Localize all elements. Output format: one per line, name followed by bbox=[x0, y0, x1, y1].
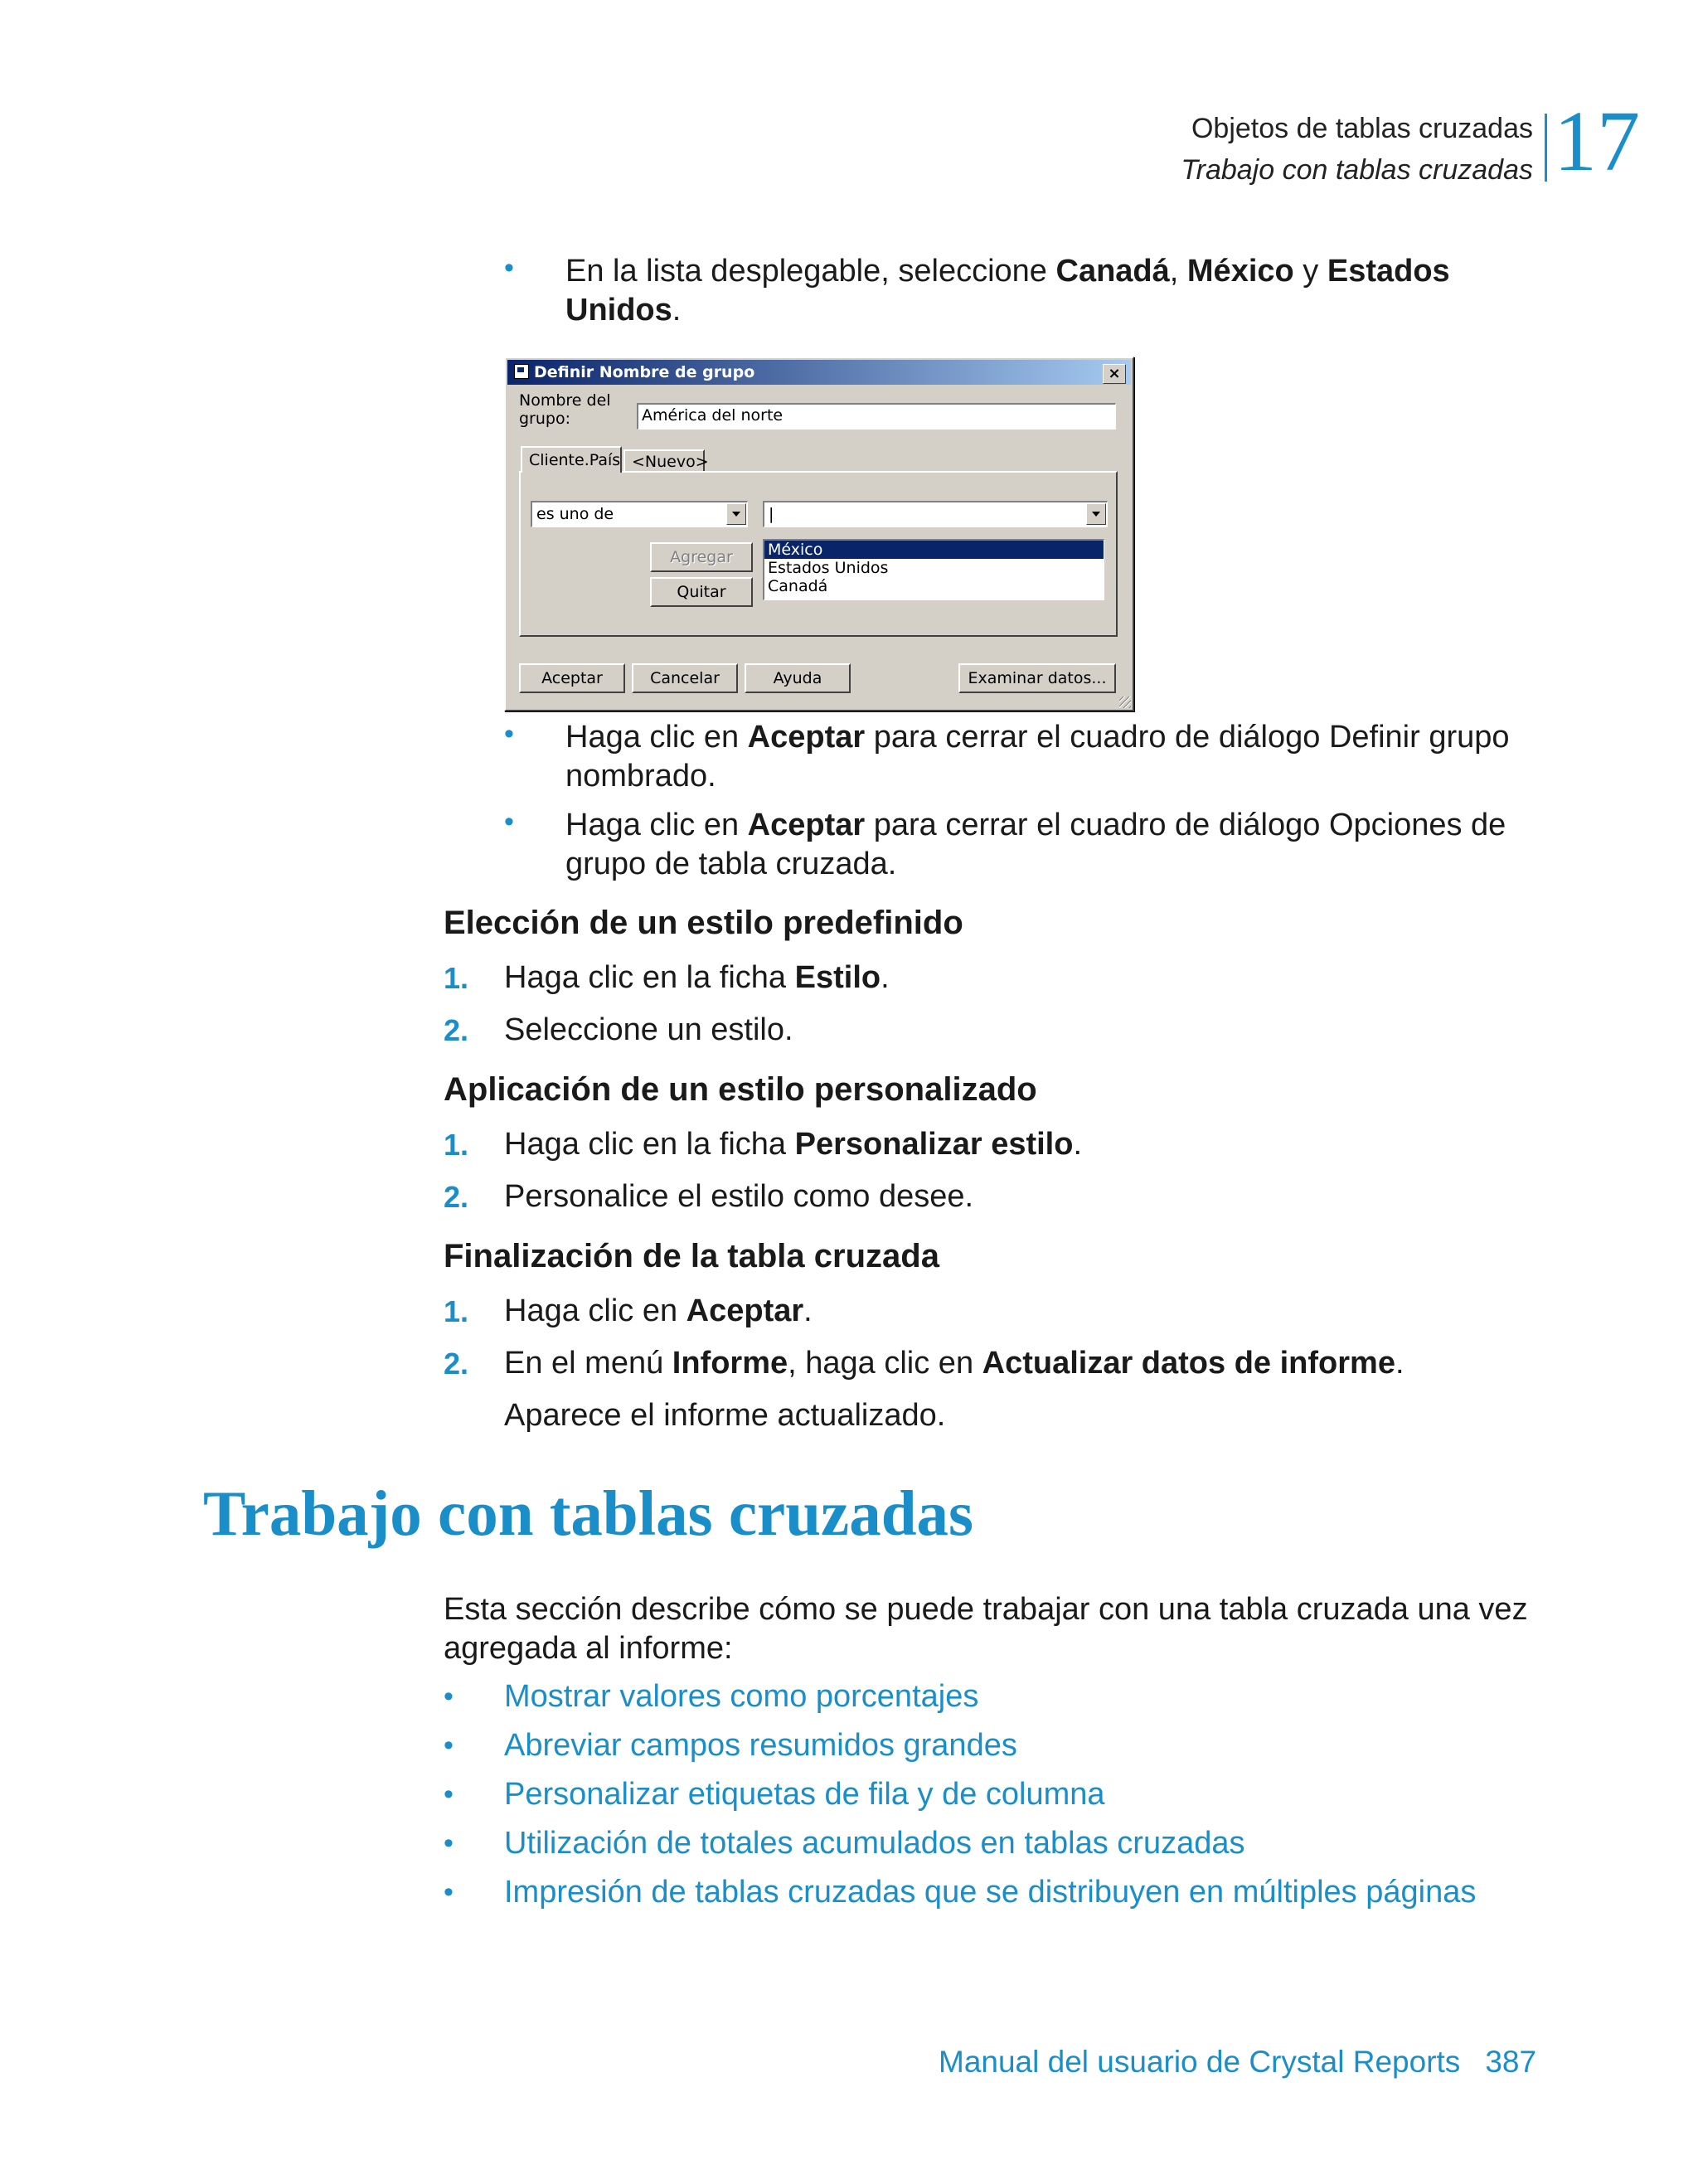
chevron-down-icon[interactable] bbox=[1086, 503, 1106, 525]
page-title: Trabajo con tablas cruzadas bbox=[203, 1478, 974, 1549]
bullet-icon: • bbox=[504, 252, 514, 284]
page-number: 387 bbox=[1485, 2045, 1537, 2079]
group-name-label: Nombre del grupo: bbox=[519, 391, 611, 428]
tab-cliente-pais[interactable]: Cliente.País bbox=[521, 446, 622, 473]
add-button[interactable]: Agregar bbox=[650, 542, 753, 572]
running-header bbox=[1181, 108, 1533, 191]
bullet-icon: • bbox=[504, 806, 514, 837]
bullet-icon: • bbox=[504, 718, 514, 750]
section-heading: Finalización de la tabla cruzada bbox=[444, 1238, 939, 1274]
link-abbreviate-fields[interactable]: Abreviar campos resumidos grandes bbox=[504, 1728, 1017, 1763]
section-heading: Elección de un estilo predefinido bbox=[444, 905, 963, 941]
remove-button[interactable]: Quitar bbox=[650, 577, 753, 607]
value-select[interactable]: | bbox=[763, 501, 1108, 527]
ok-button[interactable]: Aceptar bbox=[519, 663, 625, 693]
step-result: Aparece el informe actualizado. bbox=[504, 1398, 946, 1433]
chevron-down-icon[interactable] bbox=[726, 503, 746, 525]
group-name-input[interactable]: América del norte bbox=[637, 403, 1116, 430]
step-text: Haga clic en la ficha Personalizar estilo. bbox=[504, 1127, 1083, 1162]
step-number: 2. bbox=[444, 1180, 469, 1214]
link-printing-multipage[interactable]: Impresión de tablas cruzadas que se distribuyen en múltiples páginas bbox=[504, 1875, 1477, 1910]
help-button[interactable]: Ayuda bbox=[745, 663, 851, 693]
section-heading: Aplicación de un estilo personalizado bbox=[444, 1071, 1037, 1108]
intro-paragraph: Esta sección describe cómo se puede trabajar con una tabla cruzada una vez agregada al informe: bbox=[444, 1592, 1528, 1666]
bullet-icon: • bbox=[444, 1779, 454, 1810]
chapter-divider bbox=[1545, 114, 1547, 182]
step-number: 1. bbox=[444, 1128, 469, 1162]
page-footer bbox=[939, 2041, 1536, 2083]
selected-values-list[interactable] bbox=[763, 539, 1104, 600]
bullet-icon: • bbox=[444, 1827, 454, 1859]
step-number: 1. bbox=[444, 1294, 469, 1328]
link-running-totals[interactable]: Utilización de totales acumulados en tablas cruzadas bbox=[504, 1826, 1245, 1861]
tab-nuevo[interactable]: <Nuevo> bbox=[623, 449, 705, 473]
section-title: Trabajo con tablas cruzadas bbox=[1181, 154, 1533, 186]
intro-bullet: En la lista desplegable, seleccione Canadá, México y Estados Unidos. bbox=[565, 254, 1450, 328]
step-number: 2. bbox=[444, 1347, 469, 1381]
list-item[interactable]: México bbox=[764, 541, 1104, 559]
step-text: En el menú Informe, haga clic en Actualizar datos de informe. bbox=[504, 1346, 1404, 1381]
dialog-title-bar bbox=[507, 360, 1131, 385]
resize-grip-icon[interactable] bbox=[1119, 696, 1131, 708]
list-item[interactable]: Canadá bbox=[768, 577, 828, 595]
list-item[interactable]: Estados Unidos bbox=[768, 559, 889, 577]
bullet-item: Haga clic en Aceptar para cerrar el cuadro de diálogo Opciones de grupo de tabla cruzada. bbox=[565, 808, 1506, 881]
app-icon bbox=[514, 364, 529, 379]
cancel-button[interactable]: Cancelar bbox=[632, 663, 738, 693]
bullet-icon: • bbox=[444, 1876, 454, 1908]
dialog-title: Definir Nombre de grupo bbox=[534, 363, 755, 381]
link-customize-labels[interactable]: Personalizar etiquetas de fila y de columna bbox=[504, 1777, 1105, 1812]
bullet-item: Haga clic en Aceptar para cerrar el cuadro de diálogo Definir grupo nombrado. bbox=[565, 720, 1510, 794]
step-text: Personalice el estilo como desee. bbox=[504, 1179, 974, 1214]
condition-select[interactable]: es uno de bbox=[531, 501, 748, 527]
step-text: Seleccione un estilo. bbox=[504, 1012, 793, 1047]
browse-data-button[interactable]: Examinar datos... bbox=[958, 663, 1116, 693]
book-title: Manual del usuario de Crystal Reports bbox=[939, 2045, 1461, 2079]
step-text: Haga clic en la ficha Estilo. bbox=[504, 960, 890, 995]
chapter-number: 17 bbox=[1554, 94, 1640, 189]
link-show-percentages[interactable]: Mostrar valores como porcentajes bbox=[504, 1679, 979, 1714]
close-icon[interactable]: × bbox=[1103, 364, 1126, 384]
step-text: Haga clic en Aceptar. bbox=[504, 1293, 813, 1328]
chapter-title: Objetos de tablas cruzadas bbox=[1191, 113, 1533, 144]
define-group-name-dialog bbox=[504, 357, 1134, 711]
bullet-icon: • bbox=[444, 1730, 454, 1761]
bullet-icon: • bbox=[444, 1681, 454, 1712]
step-number: 1. bbox=[444, 961, 469, 995]
step-number: 2. bbox=[444, 1013, 469, 1047]
